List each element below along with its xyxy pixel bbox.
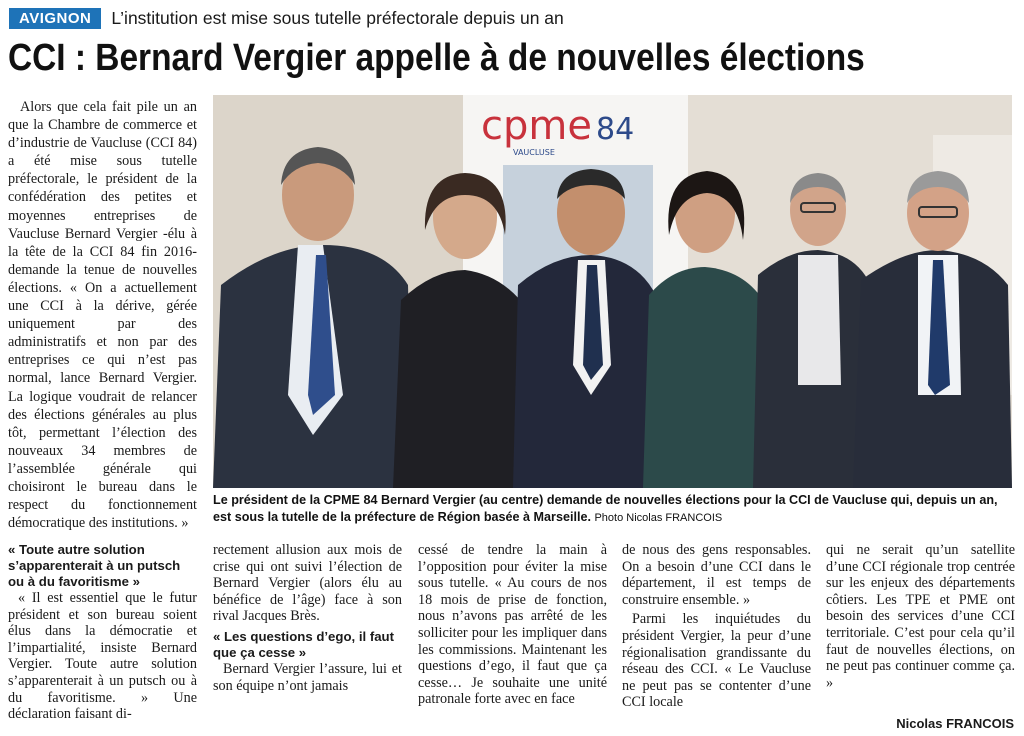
- column-1-text: « Il est essentiel que le futur président et son bureau soient élus dans la démocratie et l’impartialité, insiste Bernard Vergier. Toute autre solution s’apparenterait à un putsch ou à du favoritisme. » Une déclaration faisant di-: [8, 590, 197, 723]
- column-2-text-2: Bernard Vergier l’assure, lui et son équipe n’ont jamais: [213, 660, 402, 694]
- caption-text: Le président de la CPME 84 Bernard Vergier (au centre) demande de nouvelles élections pour la CCI de Vaucluse qui, depuis un an, est sous la tutelle de la préfecture de Région basée à Marseille.: [213, 493, 998, 524]
- logo-number: 84: [596, 112, 635, 147]
- subheading-1: « Toute autre solution s’apparenterait à un putsch ou à du favoritisme »: [8, 542, 181, 589]
- column-5: [826, 542, 1015, 691]
- author-signature: Nicolas FRANCOIS: [896, 716, 1014, 731]
- column-4: [622, 542, 811, 711]
- column-3-text: cessé de tendre la main à l’opposition pour éviter la mise sous tutelle. « Au cours de nos 18 mois de prise de fonction, nous n’avons pas arrêté de les solliciter pour les impliquer dans les commissions. Maintenant les questions d’ego, il faut que ça cesse… Je souhaite une unité patronale forte avec en face: [418, 542, 607, 708]
- subheading-2: « Les questions d’ego, il faut que ça cesse »: [213, 628, 394, 660]
- headline: CCI : Bernard Vergier appelle à de nouvelles élections: [8, 37, 865, 79]
- photo-caption: [213, 492, 1013, 526]
- kicker: [9, 7, 564, 29]
- column-3: [418, 542, 607, 708]
- photo-credit: Photo Nicolas FRANCOIS: [594, 511, 723, 524]
- subhead: L’institution est mise sous tutelle préfectorale depuis un an: [111, 7, 564, 28]
- column-4-text: de nous des gens responsables. On a besoin d’une CCI dans le département, il est temps de construire ensemble. »: [622, 542, 811, 608]
- logo-sub: VAUCLUSE: [513, 148, 555, 157]
- section-tag: AVIGNON: [9, 8, 101, 29]
- intro-text: [8, 98, 197, 532]
- column-4-text-2: Parmi les inquiétudes du président Vergier, la peur d’une régionalisation grandissante du réseau des CCI. « Le Vaucluse ne peut pas se contenter d’une CCI locale: [622, 611, 811, 711]
- article-photo: [213, 95, 1012, 488]
- column-2-text: rectement allusion aux mois de crise qui ont suivi l’élection de Bernard Vergier (alors élu au bénéfice de l’âge) face à son rival Jacques Brès.: [213, 542, 402, 625]
- column-1: [8, 542, 197, 723]
- group-photo-illustration: [213, 95, 1012, 488]
- intro-paragraph: Alors que cela fait pile un an que la Chambre de commerce et d’industrie de Vaucluse (CCI 84) a été mise sous tutelle préfectorale, le président de la confédération des petites et moyennes entreprises de Vaucluse Bernard Vergier -élu à la tête de la CCI 84 fin 2016- demande la tenue de nouvelles élections. « On a actuellement une CCI à la dérive, gérée uniquement par des administratifs et non par des entreprises ce qui n’est pas normal, lance Bernard Vergier. La logique voudrait de relancer des élections générales au plus tôt, permettant l’élection des nouveaux 34 membres de l’assemblée générale qui choisiront le bureau dans le respect du fonctionnement démocratique des institutions. »: [8, 99, 197, 532]
- column-5-text: qui ne serait qu’un satellite d’une CCI régionale trop centrée sur les enjeux des départements côtiers. Les TPE et PME ont besoin des services d’une CCI territoriale. C’est pour cela qu’il faut de nouvelles élections, on ne peut pas continuer comme ça. »: [826, 542, 1015, 691]
- column-2: [213, 542, 402, 694]
- logo-text: cpme: [481, 103, 592, 149]
